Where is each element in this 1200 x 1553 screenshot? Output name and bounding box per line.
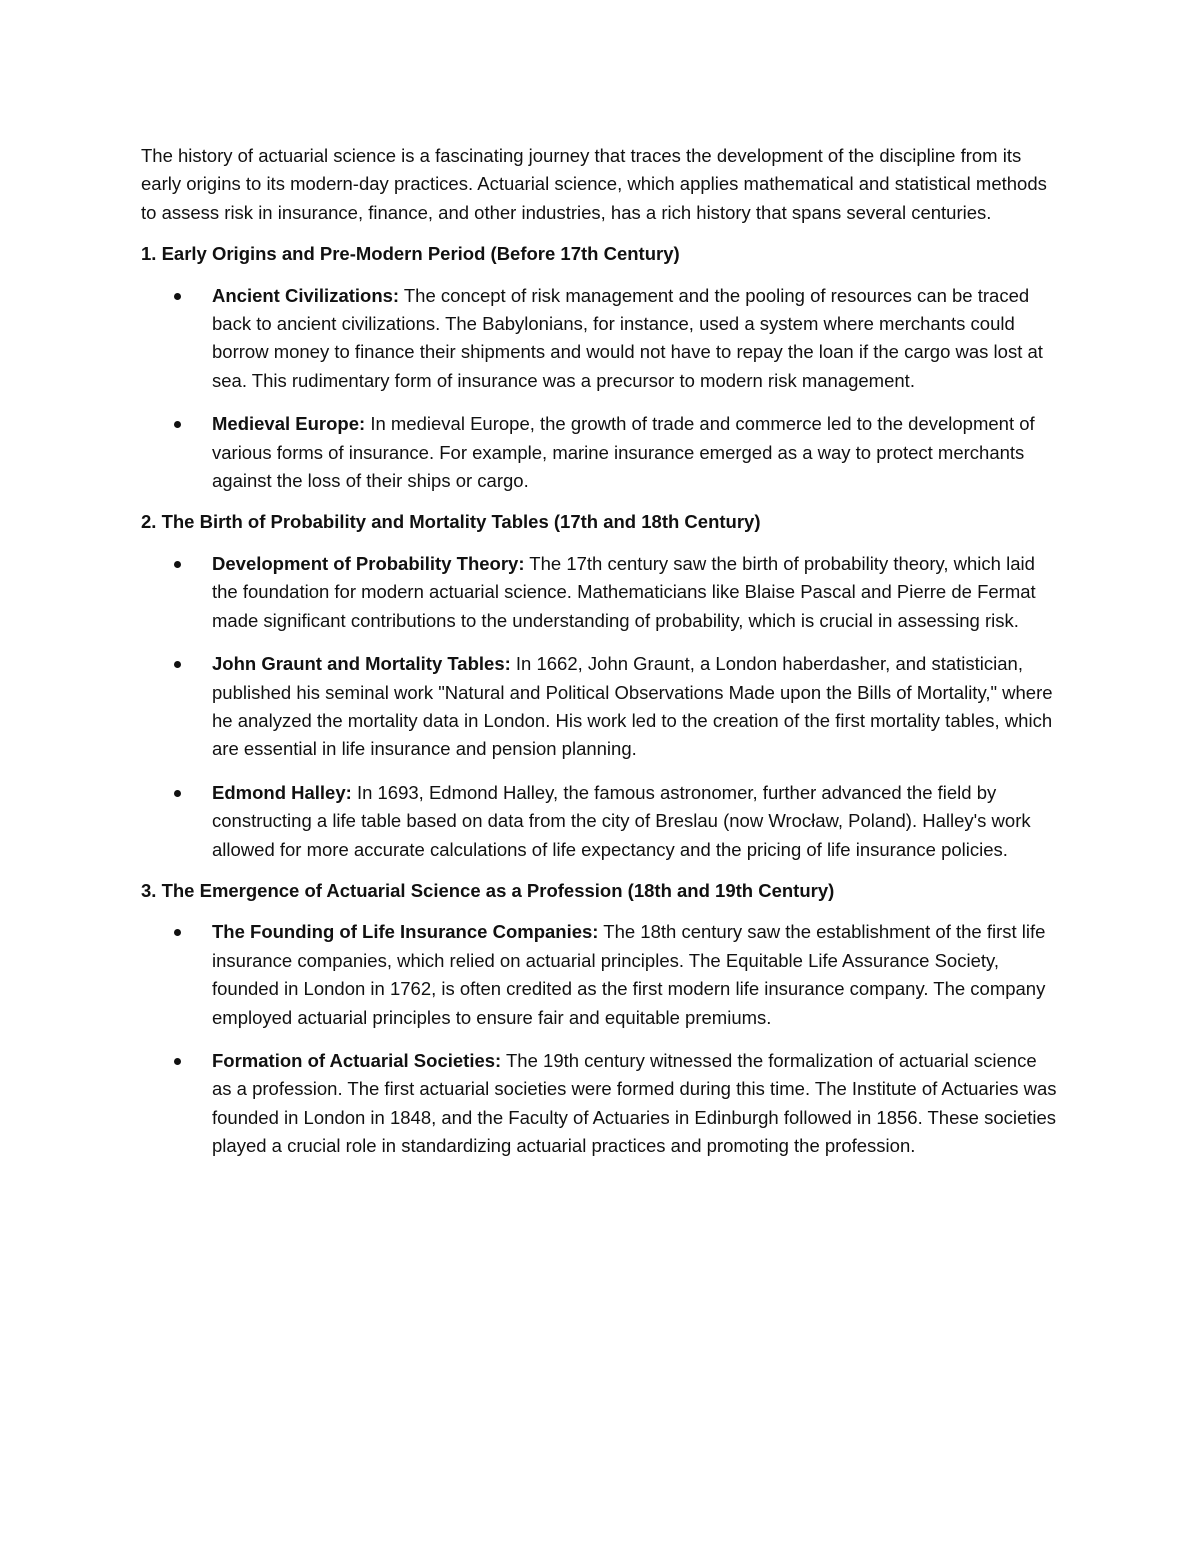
section-heading-early-origins: 1. Early Origins and Pre-Modern Period (Before 17th Century) [141,243,680,265]
bullet-icon [174,790,181,797]
document-body [141,142,1061,1174]
section-heading-probability: 2. The Birth of Probability and Mortality Tables (17th and 18th Century) [141,511,761,533]
item-text: In 1662, John Graunt, a London haberdasher, and statistician, published his seminal work "Natural and Political Observations Made upon the Bills of Mortality," where he analyzed the mortality data in London. His work led to the creation of the first mortality tables, which are essential in life insurance and pension planning. [212,653,1053,760]
list-item [141,410,1061,495]
section-heading-profession: 3. The Emergence of Actuarial Science as a Profession (18th and 19th Century) [141,879,835,901]
section-list-profession [141,918,1061,1160]
bullet-icon [174,293,181,300]
section-list-probability [141,550,1061,864]
bullet-icon [174,1058,181,1065]
intro-paragraph: The history of actuarial science is a fascinating journey that traces the development of the discipline from its early origins to its modern-day practices. Actuarial science, which applies mathematical and statistical methods to assess risk in insurance, finance, and other industries, has a rich history that spans several centuries. [141,145,1047,223]
item-text: The 18th century saw the establishment of the first life insurance companies, which relied on actuarial principles. The Equitable Life Assurance Society, founded in London in 1762, is often credited as the first modern life insurance company. The company employed actuarial principles to ensure fair and equitable premiums. [212,921,1046,1028]
bullet-icon [174,661,181,668]
item-text: The concept of risk management and the pooling of resources can be traced back to ancient civilizations. The Babylonians, for instance, used a system where merchants could borrow money to finance their shipments and would not have to repay the loan if the cargo was lost at sea. This rudimentary form of insurance was a precursor to modern risk management. [212,284,1043,391]
bullet-icon [174,421,181,428]
list-item [141,650,1061,764]
item-term: Ancient Civilizations: [212,284,400,306]
bullet-icon [174,561,181,568]
item-text: In medieval Europe, the growth of trade and commerce led to the development of various forms of insurance. For example, marine insurance emerged as a way to protect merchants against the loss of their ships or cargo. [212,413,1035,492]
list-item [141,918,1061,1032]
list-item [141,779,1061,864]
bullet-icon [174,929,181,936]
list-item [141,1047,1061,1161]
list-item [141,550,1061,635]
item-text: In 1693, Edmond Halley, the famous astronomer, further advanced the field by constructing a life table based on data from the city of Breslau (now Wrocław, Poland). Halley's work allowed for more accurate calculations of life expectancy and the pricing of life insurance policies. [212,781,1031,860]
item-term: Development of Probability Theory: [212,552,525,574]
item-term: Medieval Europe: [212,413,366,435]
item-term: Edmond Halley: [212,781,352,803]
list-item [141,282,1061,396]
item-term: The Founding of Life Insurance Companies: [212,921,599,943]
item-text: The 19th century witnessed the formalization of actuarial science as a profession. The first actuarial societies were formed during this time. The Institute of Actuaries was founded in London in 1848, and the Faculty of Actuaries in Edinburgh followed in 1856. These societies played a crucial role in standardizing actuarial practices and promoting the profession. [212,1049,1057,1157]
item-text: The 17th century saw the birth of probability theory, which laid the foundation for modern actuarial science. Mathematicians like Blaise Pascal and Pierre de Fermat made significant contributions to the understanding of probability, which is crucial in assessing risk. [212,552,1036,631]
section-list-early-origins [141,282,1061,496]
item-term: Formation of Actuarial Societies: [212,1049,502,1071]
item-term: John Graunt and Mortality Tables: [212,653,511,675]
